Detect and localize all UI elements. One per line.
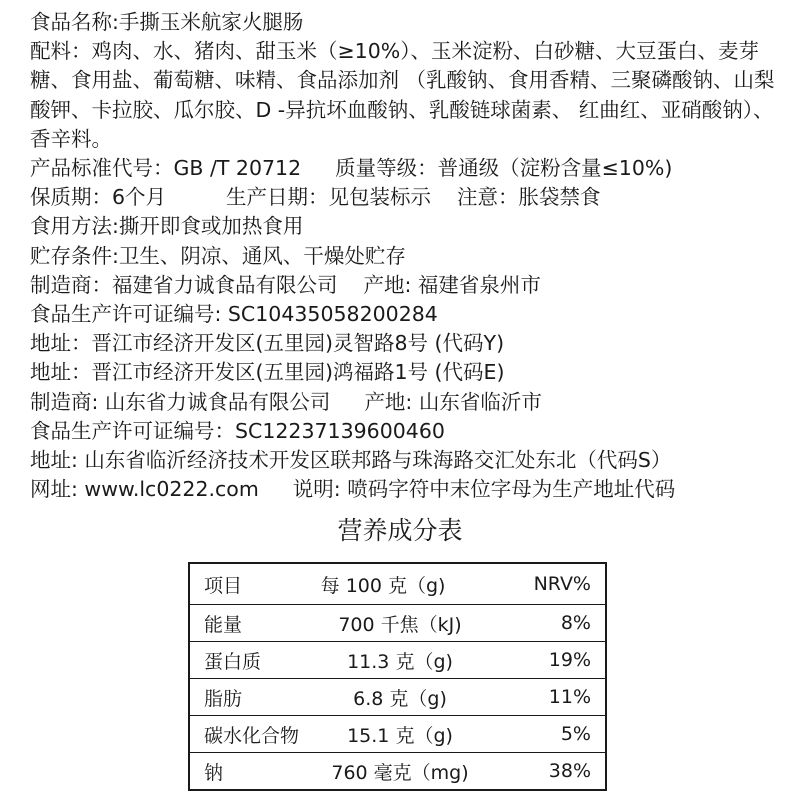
address-1b: 地址：晋江市经济开发区(五里园)鸿福路1号 (代码E) [30,360,505,385]
label-text-block [30,8,785,504]
row-nrv: 8% [495,605,606,642]
quality-grade: 质量等级：普通级（淀粉含量≤10%) [335,156,673,181]
origin-1: 产地: 福建省泉州市 [363,272,541,297]
address-1a: 地址：晋江市经济开发区(五里园)灵智路8号 (代码Y) [30,331,505,356]
row-amount: 700 千焦（kJ) [305,605,496,642]
product-name: 食品名称:手撕玉米航家火腿肠 [30,10,304,34]
manufacturer-1: 制造商：福建省力诚食品有限公司 [30,272,338,297]
row-amount: 11.3 克（g) [305,642,496,679]
manufacturer-2: 制造商: 山东省力诚食品有限公司 [30,389,331,414]
ingredients: 配料：鸡肉、水、猪肉、甜玉米（≥10%）、玉米淀粉、白砂糖、大豆蛋白、麦芽糖、食用盐、葡萄糖、味精、食品添加剂 （乳酸钠、食用香精、三聚磷酸钠、山梨酸钾、卡拉胶、瓜尔胶、D -异抗坏血酸钠、乳酸链球菌素、 红曲红、亚硝酸钠）、香辛料。 [30,39,775,151]
row-item: 钠 [189,753,305,791]
nutrition-row-sodium [189,753,606,791]
row-amount: 760 毫克（mg) [305,753,496,791]
shelf-life-line [30,183,785,212]
header-nrv: NRV% [533,573,591,595]
nutrition-row-fat [189,679,606,716]
row-item: 能量 [189,605,305,642]
origin-2: 产地: 山东省临沂市 [364,389,542,414]
row-amount: 6.8 克（g) [305,679,496,716]
nutrition-row-energy [189,605,606,642]
header-amount: 每 100 克（g) [320,574,446,597]
row-nrv: 38% [495,753,606,791]
row-item: 蛋白质 [189,642,305,679]
nutrition-table [188,562,607,791]
standard-code: 产品标准代号：GB /T 20712 [30,156,302,181]
usage: 食用方法:撕开即食或加热食用 [30,214,304,239]
license-2: 食品生产许可证编号：SC12237139600460 [30,418,445,443]
nutrition-table-title: 营养成分表 [337,516,463,545]
row-item: 碳水化合物 [189,716,305,753]
nutrition-row-protein [189,642,606,679]
standard-and-grade-line [30,154,785,183]
header-item: 项目 [204,574,243,597]
row-nrv: 11% [495,679,606,716]
nutrition-header-row [189,563,606,605]
row-nrv: 19% [495,642,606,679]
website: 网址: www.lc0222.com [30,477,259,502]
website-line [30,475,785,504]
explanation: 说明: 喷码字符中末位字母为生产地址代码 [292,477,676,502]
shelf-life: 保质期：6个月 [30,185,167,210]
nutrition-row-carbohydrate [189,716,606,753]
row-amount: 15.1 克（g) [305,716,496,753]
production-date: 生产日期：见包装标示 [226,185,432,210]
row-nrv: 5% [495,716,606,753]
row-item: 脂肪 [189,679,305,716]
storage: 贮存条件:卫生、阴凉、通风、干燥处贮存 [30,243,406,268]
notice: 注意：胀袋禁食 [457,185,601,210]
manufacturer-1-line [30,271,785,300]
address-2: 地址: 山东省临沂经济技术开发区联邦路与珠海路交汇处东北（代码S） [30,448,672,473]
license-1: 食品生产许可证编号: SC10435058200284 [30,302,438,327]
manufacturer-2-line [30,388,785,417]
